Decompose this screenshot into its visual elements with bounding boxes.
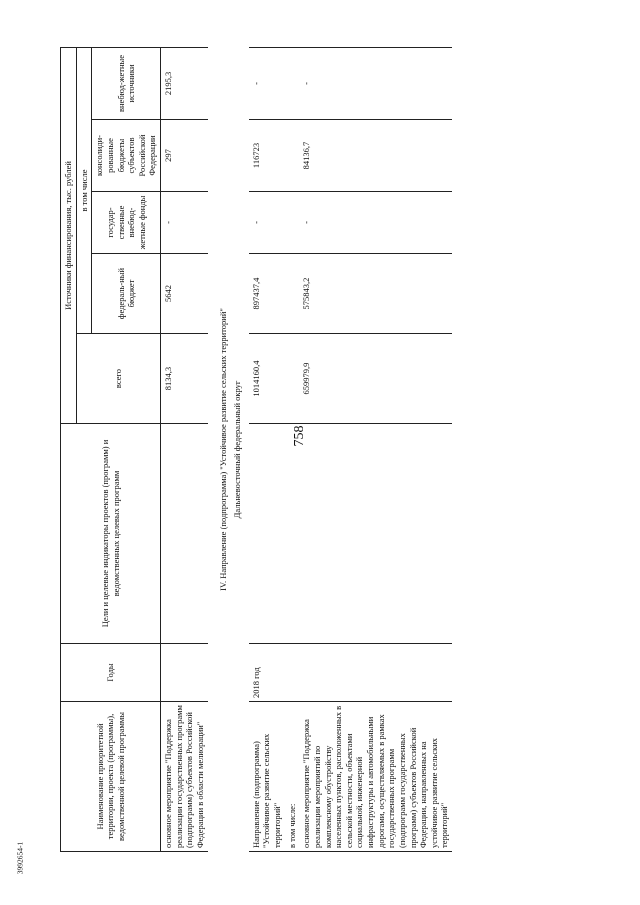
row-year xyxy=(299,644,452,702)
table-row xyxy=(285,47,300,851)
document-code: 3992654-1 xyxy=(15,841,25,875)
header-sources: Источники финансирования, тыс. рублей xyxy=(61,47,77,423)
row-total: 1014160,4 xyxy=(249,334,285,424)
row-total: 8134,3 xyxy=(161,334,208,424)
row-consolidated: 297 xyxy=(161,120,208,192)
row-year: 2018 год xyxy=(249,644,285,702)
header-including: в том числе xyxy=(76,47,92,333)
row-state-funds: - xyxy=(249,192,285,254)
section-subtitle: Дальневосточный федеральный округ xyxy=(232,380,243,519)
section-title-row xyxy=(208,47,231,851)
table-row xyxy=(161,47,208,851)
header-consolidated: консолиди-рованные бюджеты субъектов Российской Федерации xyxy=(92,120,161,192)
row-name: в том числе: xyxy=(285,702,300,852)
row-extrabudget: 2195,3 xyxy=(161,47,208,119)
table-body xyxy=(161,47,453,851)
page-number: 758 xyxy=(292,425,307,447)
row-federal: 575843,2 xyxy=(299,254,452,334)
row-federal: 5642 xyxy=(161,254,208,334)
header-goals: Цели и целевые индикаторы проектов (программ) и ведомственных целевых программ xyxy=(61,424,161,644)
row-year xyxy=(161,644,208,702)
section-subtitle-row xyxy=(230,47,249,851)
row-goals xyxy=(299,424,452,644)
row-federal: 897437,4 xyxy=(249,254,285,334)
row-consolidated: 84136,7 xyxy=(299,120,452,192)
row-goals xyxy=(249,424,285,644)
row-name: Направление (подпрограмма) "Устойчивое развитие сельских территорий" xyxy=(249,702,285,852)
financing-table xyxy=(60,47,452,852)
header-federal: федераль-ный бюджет xyxy=(92,254,161,334)
header-extrabudget: внебюд-жетные источники xyxy=(92,47,161,119)
row-extrabudget: - xyxy=(299,47,452,119)
header-years: Годы xyxy=(61,644,161,702)
row-consolidated: 116723 xyxy=(249,120,285,192)
row-state-funds: - xyxy=(299,192,452,254)
section-title: IV. Направление (подпрограмма) "Устойчивое развитие сельских территорий" xyxy=(217,308,228,591)
header-name: Наименование приоритетной территории, проекта (программы), ведомственной целевой программы xyxy=(61,702,161,852)
header-state-funds: государ-ственные внебюд-жетные фонды xyxy=(92,192,161,254)
header-total: всего xyxy=(76,334,160,424)
row-name: основное мероприятие "Поддержка реализации государственных программ (подпрограмм) субъектов Российской Федерации в области мелиорации" xyxy=(161,702,208,852)
rotated-table-container xyxy=(60,48,528,852)
row-extrabudget: - xyxy=(249,47,285,119)
row-state-funds: - xyxy=(161,192,208,254)
table-header xyxy=(61,47,161,851)
row-name: основное мероприятие "Поддержка реализации мероприятий по комплексному обустройству населенных пунктов, расположенных в сельской местности, объектами социальной, инженерной инфраструктуры и автомобильными дорогами, осуществляемых в рамках государственных программ (подпрограмм государственных программ) субъектов Российской Федерации, направленных на устойчивое развитие сельских территорий" xyxy=(299,702,452,852)
row-goals xyxy=(161,424,208,644)
table-row xyxy=(249,47,285,851)
row-total: 659979,9 xyxy=(299,334,452,424)
table-row xyxy=(299,47,452,851)
